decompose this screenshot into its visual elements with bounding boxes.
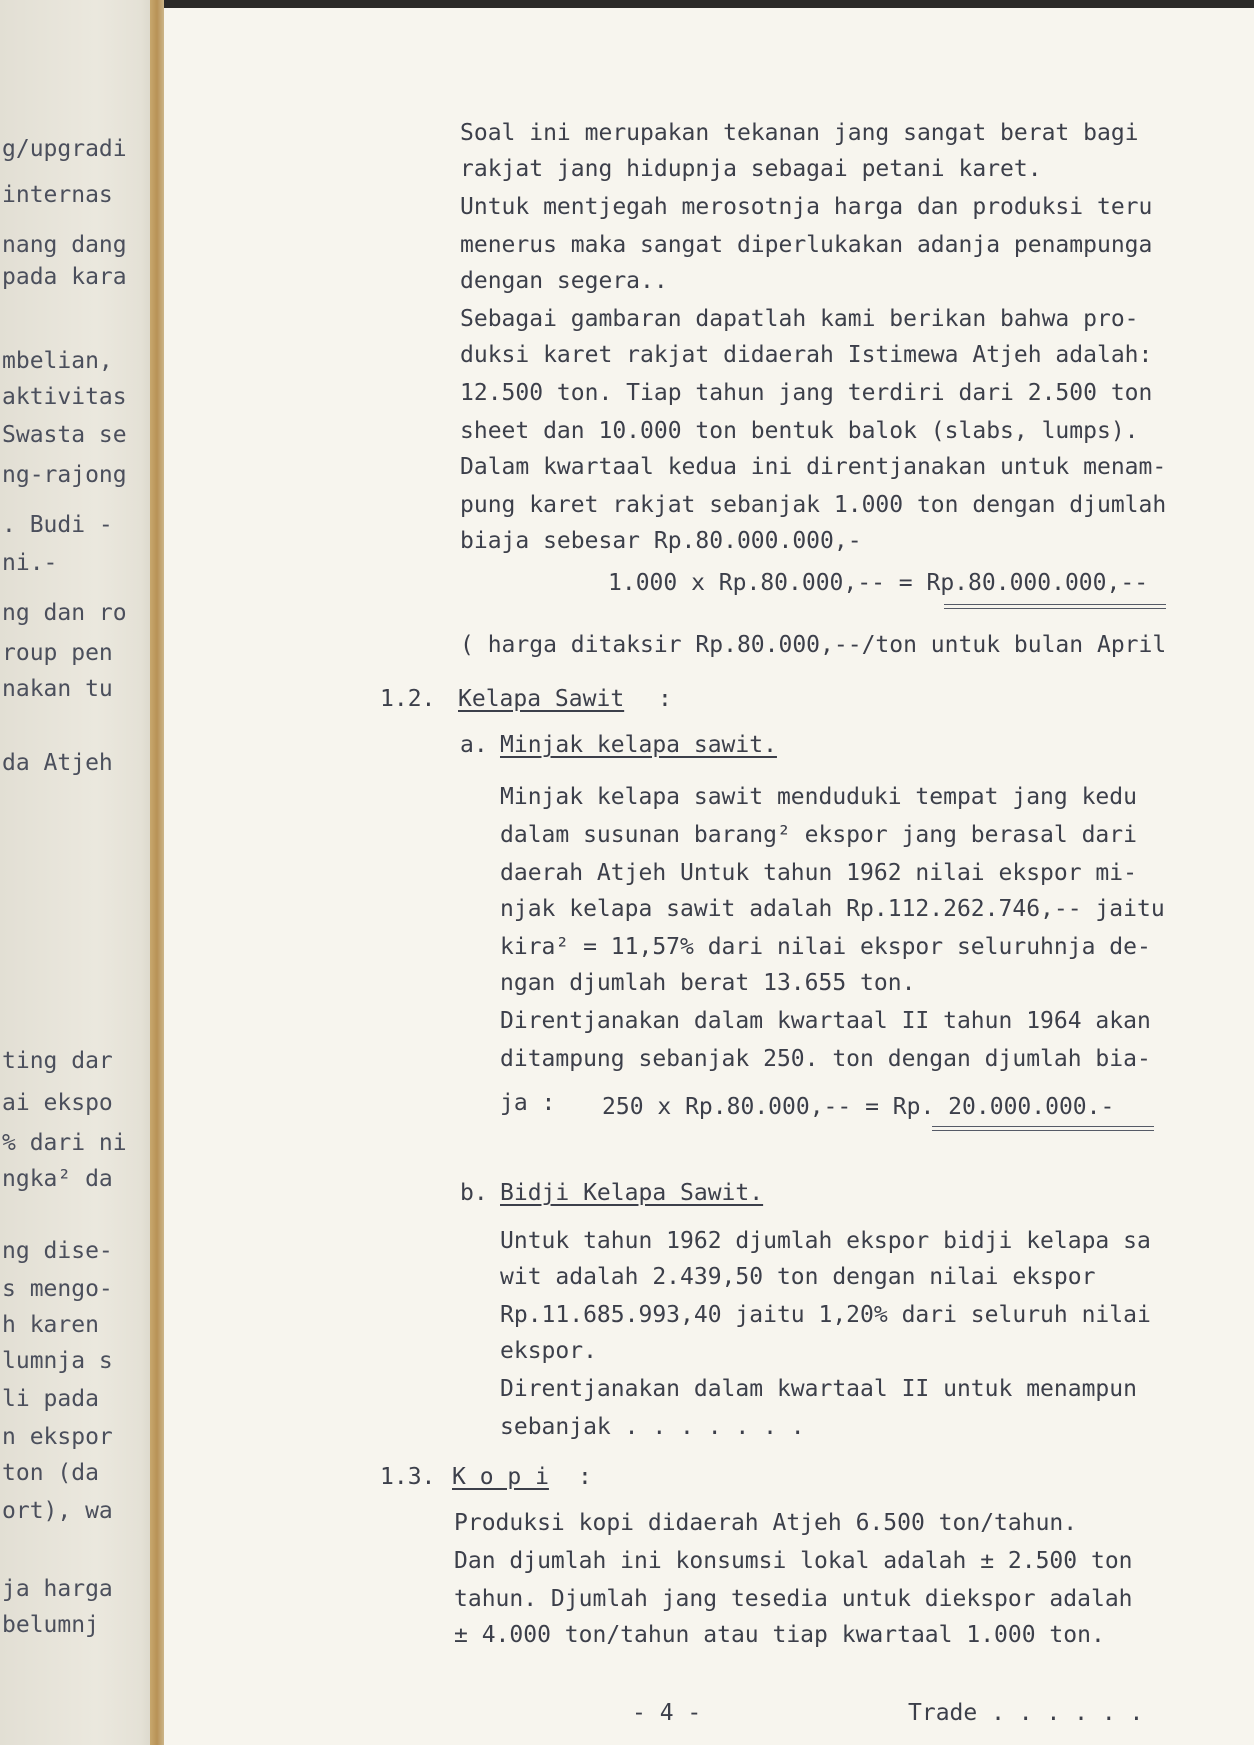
intro-line: rakjat jang hidupnja sebagai petani karet. <box>460 156 1042 182</box>
fragment-line: lumnja s <box>2 1348 113 1374</box>
intro-line: menerus maka sangat diperlukakan adanja penampunga <box>460 232 1153 258</box>
rubber-price-note: ( harga ditaksir Rp.80.000,--/ton untuk bulan April <box>460 632 1167 658</box>
coffee-line: Produksi kopi didaerah Atjeh 6.500 ton/tahun. <box>454 1510 1078 1536</box>
subsection-b-title: Bidji Kelapa Sawit. <box>500 1180 764 1206</box>
palm-oil-line: kira² = 11,57% dari nilai ekspor seluruhnja de- <box>500 934 1151 960</box>
section-colon: : <box>658 686 672 712</box>
fragment-line: s mengo- <box>2 1276 113 1302</box>
fragment-line: ort), wa <box>2 1498 113 1524</box>
fragment-line: ja harga <box>2 1576 113 1602</box>
intro-line: Untuk mentjegah merosotnja harga dan produksi teru <box>460 194 1153 220</box>
palm-kernel-line: ekspor. <box>500 1338 597 1364</box>
fragment-line: ton (da <box>2 1460 99 1486</box>
fragment-line: % dari ni <box>2 1130 127 1156</box>
section-colon: : <box>578 1464 592 1490</box>
coffee-line: tahun. Djumlah jang tesedia untuk diekspor adalah <box>454 1586 1133 1612</box>
palm-oil-line: daerah Atjeh Untuk tahun 1962 nilai ekspor mi- <box>500 860 1137 886</box>
fragment-line: h karen <box>2 1312 99 1338</box>
page-number: - 4 - <box>632 1700 702 1726</box>
palm-kernel-line: sebanjak . . . . . . . <box>500 1414 805 1440</box>
fragment-line: ting dar <box>2 1048 113 1074</box>
intro-line: dengan segera.. <box>460 268 668 294</box>
fragment-line: n ekspor <box>2 1424 113 1450</box>
palm-oil-line: Direntjanakan dalam kwartaal II tahun 1964 akan <box>500 1008 1151 1034</box>
fragment-line: nakan tu <box>2 676 113 702</box>
catchword: Trade . . . . . . <box>908 1700 1144 1726</box>
fragment-line: ngka² da <box>2 1166 113 1192</box>
fragment-line: . Budi - <box>2 512 113 538</box>
section-1-3-number: 1.3. <box>380 1464 436 1490</box>
rubber-line: Dalam kwartaal kedua ini direntjanakan untuk menam- <box>460 454 1167 480</box>
rubber-line: Sebagai gambaran dapatlah kami berikan bahwa pro- <box>460 306 1139 332</box>
rubber-line: biaja sebesar Rp.80.000.000,- <box>460 528 862 554</box>
fragment-line: g/upgradi <box>2 136 127 162</box>
palm-kernel-line: Direntjanakan dalam kwartaal II untuk menampun <box>500 1376 1137 1402</box>
palm-oil-line: ngan djumlah berat 13.655 ton. <box>500 970 916 996</box>
fragment-line: Swasta se <box>2 422 127 448</box>
fragment-line: li pada <box>2 1386 99 1412</box>
fragment-line: ai ekspo <box>2 1090 113 1116</box>
fragment-line: roup pen <box>2 640 113 666</box>
rubber-line: sheet dan 10.000 ton bentuk balok (slabs, lumps). <box>460 418 1139 444</box>
double-underline <box>932 1126 1154 1131</box>
palm-kernel-line: Rp.11.685.993,40 jaitu 1,20% dari seluruh nilai <box>500 1302 1151 1328</box>
section-1-2-title: Kelapa Sawit <box>458 686 625 712</box>
fragment-line: internas <box>2 182 113 208</box>
fragment-line: nang dang <box>2 232 127 258</box>
subsection-a-title: Minjak kelapa sawit. <box>500 732 777 758</box>
coffee-line: ± 4.000 ton/tahun atau tiap kwartaal 1.000 ton. <box>454 1622 1105 1648</box>
fragment-line: ni.- <box>2 550 58 576</box>
fragment-line: aktivitas <box>2 384 127 410</box>
palm-oil-line: dalam susunan barang² ekspor jang berasal dari <box>500 822 1137 848</box>
section-1-2-number: 1.2. <box>380 686 436 712</box>
palm-oil-line: ditampung sebanjak 250. ton dengan djumlah bia- <box>500 1046 1151 1072</box>
palm-oil-line: Minjak kelapa sawit menduduki tempat jang kedu <box>500 784 1137 810</box>
coffee-line: Dan djumlah ini konsumsi lokal adalah ± 2.500 ton <box>454 1548 1133 1574</box>
rubber-line: 12.500 ton. Tiap tahun jang terdiri dari 2.500 ton <box>460 380 1153 406</box>
palm-oil-line: njak kelapa sawit adalah Rp.112.262.746,-- jaitu <box>500 896 1165 922</box>
section-1-3-title: K o p i <box>452 1464 549 1490</box>
palm-kernel-line: wit adalah 2.439,50 ton dengan nilai ekspor <box>500 1264 1096 1290</box>
fragment-line: ng dise- <box>2 1238 113 1264</box>
fragment-line: pada kara <box>2 264 127 290</box>
palm-oil-line: ja : <box>500 1090 556 1116</box>
rubber-line: pung karet rakjat sebanjak 1.000 ton dengan djumlah <box>460 492 1167 518</box>
palm-oil-calculation: 250 x Rp.80.000,-- = Rp. 20.000.000.- <box>602 1094 1115 1120</box>
rubber-calculation: 1.000 x Rp.80.000,-- = Rp.80.000.000,-- <box>608 570 1149 596</box>
intro-line: Soal ini merupakan tekanan jang sangat berat bagi <box>460 120 1139 146</box>
double-underline <box>944 604 1166 609</box>
subsection-a-marker: a. <box>460 732 488 758</box>
fragment-line: ng dan ro <box>2 600 127 626</box>
subsection-b-marker: b. <box>460 1180 488 1206</box>
fragment-line: belumnj <box>2 1612 99 1638</box>
fragment-line: da Atjeh <box>2 750 113 776</box>
fragment-line: ng-rajong <box>2 462 127 488</box>
fragment-line: mbelian, <box>2 348 113 374</box>
palm-kernel-line: Untuk tahun 1962 djumlah ekspor bidji kelapa sa <box>500 1228 1151 1254</box>
rubber-line: duksi karet rakjat didaerah Istimewa Atjeh adalah: <box>460 342 1153 368</box>
